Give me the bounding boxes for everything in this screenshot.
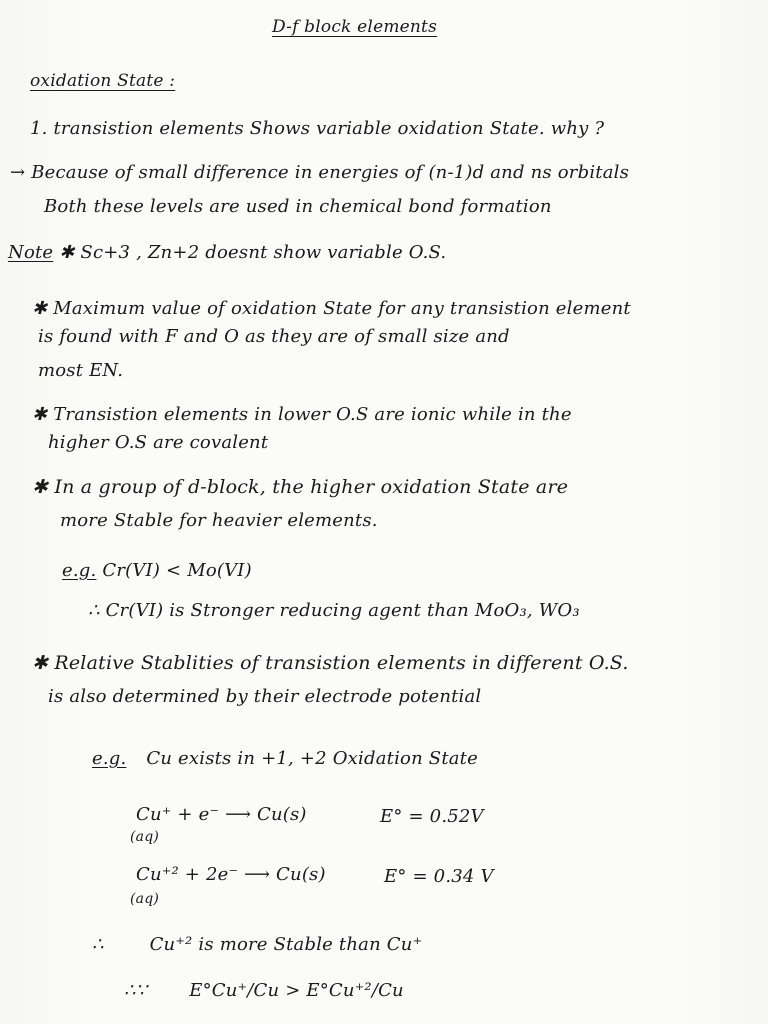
example-1-conclusion: ∴ Cr(VI) is Stronger reducing agent than MoO₃, WO₃ (88, 600, 580, 621)
note-label: Note (8, 242, 54, 263)
example-1 (62, 560, 252, 582)
point-4-line-1: ✱ Relative Stablities of transistion elements in different O.S. (32, 652, 629, 674)
page-title: D-f block elements (272, 17, 438, 37)
reaction-2-potential: E° = 0.34 V (384, 866, 494, 887)
answer-1-line-2: Both these levels are used in chemical bond formation (44, 196, 552, 217)
point-4-line-2: is also determined by their electrode potential (48, 686, 482, 707)
note-text: ✱ Sc+3 , Zn+2 doesnt show variable O.S. (59, 242, 447, 263)
reaction-1-equation: Cu⁺ + e⁻ ⟶ Cu(s) (136, 804, 307, 825)
because-symbol: ∴∵ (124, 980, 148, 1001)
reaction-1-state: (aq) (130, 829, 160, 845)
example-2-text: Cu exists in +1, +2 Oxidation State (146, 748, 478, 769)
point-1-line-2: is found with F and O as they are of small size and (38, 326, 510, 347)
section-heading: oxidation State : (30, 71, 176, 91)
question-1: 1. transistion elements Shows variable oxidation State. why ? (30, 118, 605, 139)
therefore-symbol: ∴ (92, 934, 104, 955)
point-1-line-1: ✱ Maximum value of oxidation State for any transistion element (32, 298, 631, 319)
example-1-text: Cr(VI) < Mo(VI) (102, 560, 252, 581)
example-2 (92, 748, 478, 770)
note-block (8, 242, 446, 264)
reaction-2-state: (aq) (130, 891, 160, 907)
point-1-line-3: most EN. (38, 360, 124, 381)
conclusion-2-text: E°Cu⁺/Cu > E°Cu⁺²/Cu (189, 980, 404, 1001)
conclusion-2 (124, 980, 404, 1002)
conclusion-1-text: Cu⁺² is more Stable than Cu⁺ (149, 934, 423, 955)
example-2-label: e.g. (92, 748, 127, 769)
point-2-line-1: ✱ Transistion elements in lower O.S are ionic while in the (32, 404, 572, 425)
conclusion-1 (92, 934, 422, 956)
point-2-line-2: higher O.S are covalent (48, 432, 269, 453)
reaction-2-equation: Cu⁺² + 2e⁻ ⟶ Cu(s) (136, 864, 326, 885)
point-3-line-2: more Stable for heavier elements. (60, 510, 378, 531)
reaction-1-potential: E° = 0.52V (380, 806, 484, 827)
point-3-line-1: ✱ In a group of d-block, the higher oxidation State are (32, 476, 569, 498)
example-1-label: e.g. (62, 560, 97, 581)
answer-1-line-1: → Because of small difference in energies of (n-1)d and ns orbitals (10, 162, 630, 183)
